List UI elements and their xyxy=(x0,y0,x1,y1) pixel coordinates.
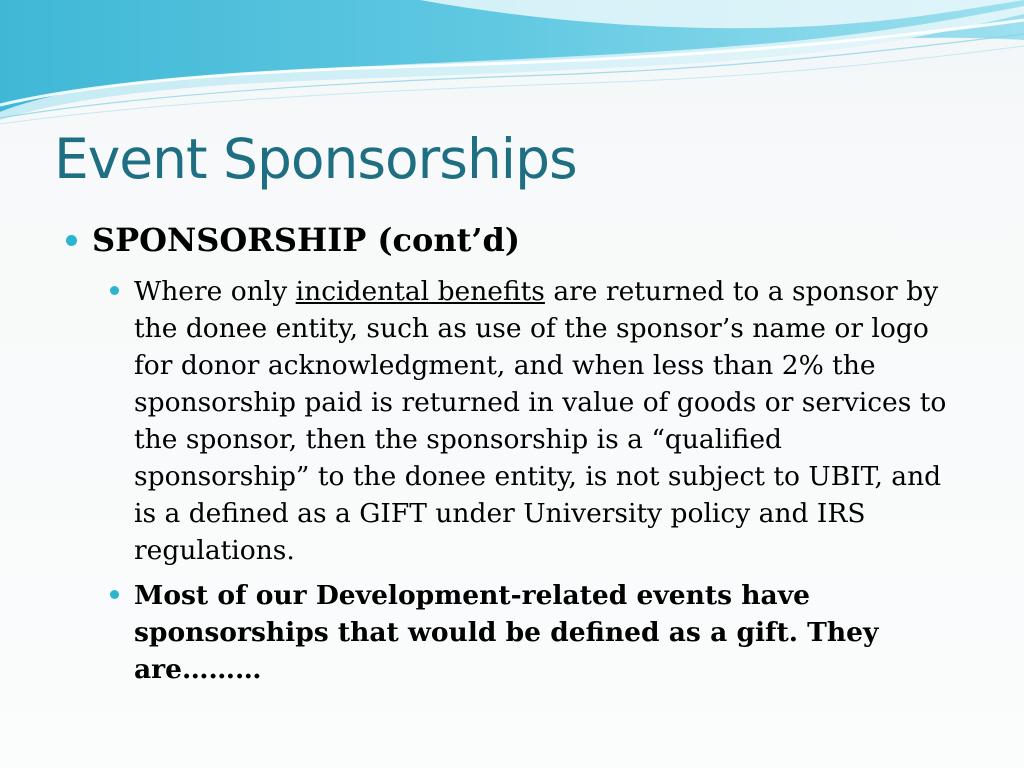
slide-title: Event Sponsorships xyxy=(54,127,577,191)
sub-bullet-development-events xyxy=(64,577,964,688)
sub-bullet-bold-text: Most of our Development-related events have sponsorships that would be defined as a gift. They are……… xyxy=(134,580,879,685)
heading-bullet xyxy=(64,220,964,260)
slide-body xyxy=(64,220,964,688)
sub-bullet-text-end: are returned to a sponsor by the donee entity, such as use of the sponsor’s name or logo for donor acknowledgment, and when less than 2% the sponsorship paid is returned in value of goods or services to the sponsor, then the sponsorship is a “qualified sponsorship” to the donee entity, is not subject to UBIT, and is a defined as a GIFT under University policy and IRS regulations. xyxy=(134,276,947,566)
bullet-dot-icon xyxy=(110,286,119,295)
heading-text: SPONSORSHIP (cont’d) xyxy=(92,221,521,259)
sub-bullet-incidental-benefits xyxy=(64,273,964,569)
underlined-term: incidental benefits xyxy=(295,276,545,307)
sub-bullet-text-start: Where only xyxy=(134,276,296,307)
header-wave-decoration xyxy=(0,0,1024,140)
bullet-dot-icon xyxy=(110,590,119,599)
bullet-dot-icon xyxy=(66,235,77,246)
